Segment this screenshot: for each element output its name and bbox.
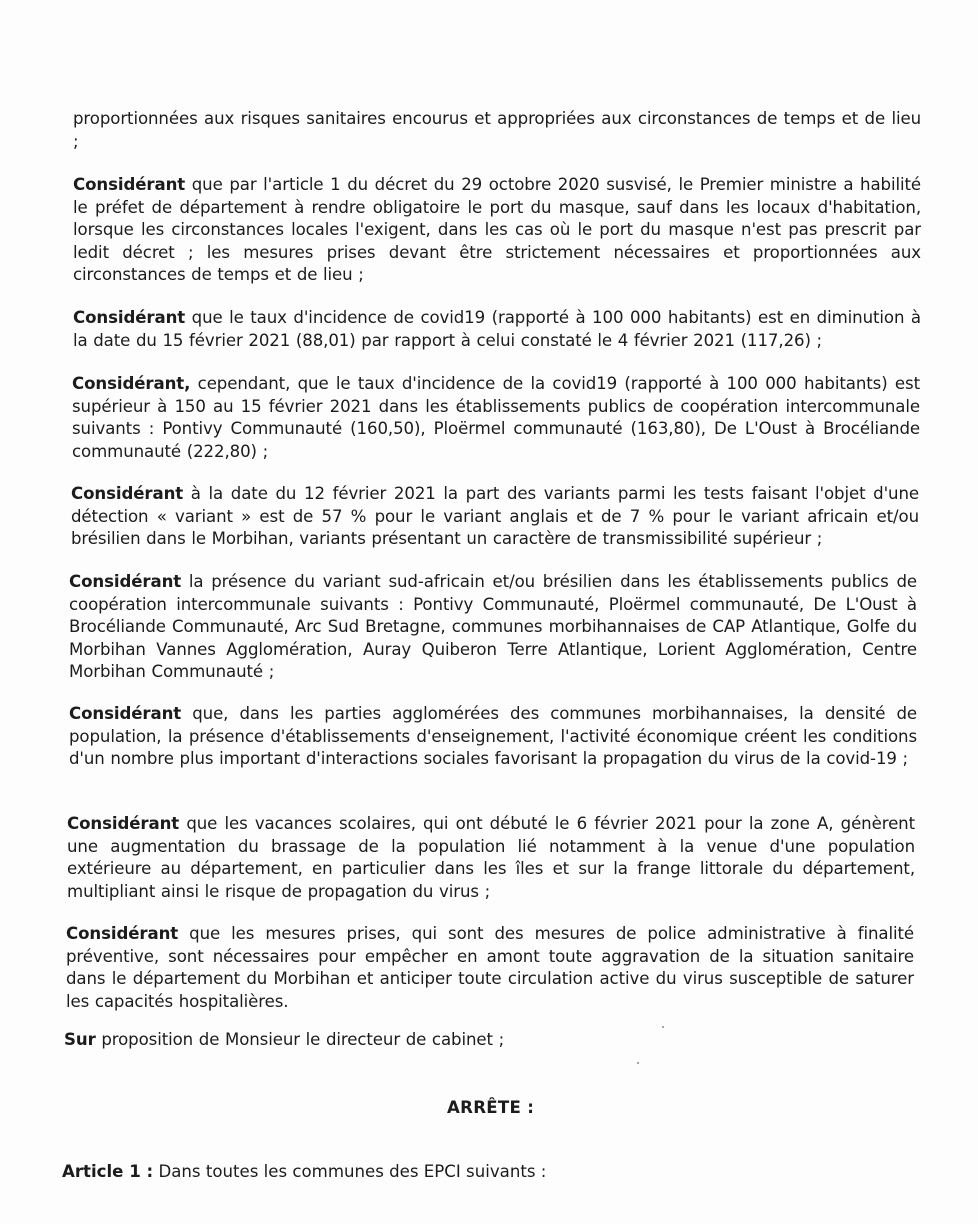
- paragraph-considerant-variant-presence: [69, 571, 917, 684]
- considerant-keyword: Considérant: [73, 308, 186, 327]
- paragraph-text: que, dans les parties agglomérées des communes morbihannaises, la densité de population, la présence d'établissements d'enseignement, l'activité économique créent les conditions d'un nombre plus important d'interactions sociales favorisant la propagation du virus de la covid-19 ;: [69, 704, 917, 768]
- paragraph-considerant-vacances: [67, 813, 915, 903]
- considerant-keyword: Considérant: [69, 704, 182, 723]
- considerant-keyword: Considérant: [67, 814, 180, 833]
- paragraph-considerant-decret: [73, 174, 921, 287]
- paragraph-text: à la date du 12 février 2021 la part des variants parmi les tests faisant l'objet d'une détection « variant » est de 57 % pour le variant anglais et de 7 % pour le variant africain et/ou brésilien dans le Morbihan, variants présentant un caractère de transmissibilité supérieur ;: [71, 484, 919, 548]
- paragraph-considerant-epci-incidence: [72, 373, 920, 463]
- paragraph-text: la présence du variant sud-africain et/ou brésilien dans les établissements publics de coopération intercommunale suivants : Pontivy Communauté, Ploërmel communauté, De L'Oust à Brocéliande Communauté, Arc Sud Bretagne, communes morbihannaises de CAP Atlantique, Golfe du Morbihan Vannes Agglomération, Auray Quiberon Terre Atlantique, Lorient Agglomération, Centre Morbihan Communauté ;: [69, 572, 917, 681]
- paragraph-text: proportionnées aux risques sanitaires encourus et appropriées aux circonstances de temps et de lieu ;: [73, 109, 921, 151]
- paragraph-text: que les vacances scolaires, qui ont débuté le 6 février 2021 pour la zone A, génèrent une augmentation du brassage de la population lié notamment à la venue d'une population extérieure au département, en particulier dans les îles et sur la frange littorale du département, multipliant ainsi le risque de propagation du virus ;: [67, 814, 915, 901]
- article-text: Dans toutes les communes des EPCI suivants :: [153, 1162, 547, 1181]
- article-1-line: [62, 1162, 546, 1181]
- paragraph-lieu: [73, 108, 921, 153]
- considerant-keyword: Considérant: [73, 175, 186, 194]
- paragraph-text: que le taux d'incidence de covid19 (rapporté à 100 000 habitants) est en diminution à la date du 15 février 2021 (88,01) par rapport à celui constaté le 4 février 2021 (117,26) ;: [73, 308, 921, 350]
- paragraph-text: que par l'article 1 du décret du 29 octobre 2020 susvisé, le Premier ministre a habilité le préfet de département à rendre obligatoire le port du masque, sauf dans les locaux d'habitation, lorsque les circonstances locales l'exigent, dans les cas où le port du masque n'est pas prescrit par ledit décret ; les mesures prises devant être strictement nécessaires et proportionnées aux circonstances de temps et de lieu ;: [73, 175, 921, 284]
- paragraph-considerant-incidence: [73, 307, 921, 352]
- considerant-keyword: Considérant: [71, 484, 184, 503]
- scan-speck: [637, 1062, 639, 1064]
- article-label: Article 1 :: [62, 1162, 154, 1181]
- considerant-keyword: Considérant,: [72, 374, 191, 393]
- paragraph-text: proposition de Monsieur le directeur de cabinet ;: [95, 1030, 505, 1049]
- considerant-keyword: Considérant: [66, 924, 179, 943]
- arrete-heading: ARRÊTE :: [447, 1098, 535, 1117]
- sur-keyword: Sur: [64, 1030, 96, 1049]
- considerant-keyword: Considérant: [69, 572, 182, 591]
- scan-speck: [662, 1026, 664, 1028]
- paragraph-text: que les mesures prises, qui sont des mesures de police administrative à finalité préventive, sont nécessaires pour empêcher en amont toute aggravation de la situation sanitaire dans le département du Morbihan et anticiper toute circulation active du virus susceptible de saturer les capacités hospitalières.: [66, 924, 914, 1011]
- paragraph-sur-proposition: [64, 1029, 912, 1052]
- paragraph-considerant-densite: [69, 703, 917, 771]
- paragraph-considerant-variants: [71, 483, 919, 551]
- paragraph-text: cependant, que le taux d'incidence de la covid19 (rapporté à 100 000 habitants) est supérieur à 150 au 15 février 2021 dans les établissements publics de coopération intercommunale suivants : Pontivy Communauté (160,50), Ploërmel communauté (163,80), De L'Oust à Brocéliande communauté (222,80) ;: [72, 374, 920, 461]
- paragraph-considerant-mesures: [66, 923, 914, 1013]
